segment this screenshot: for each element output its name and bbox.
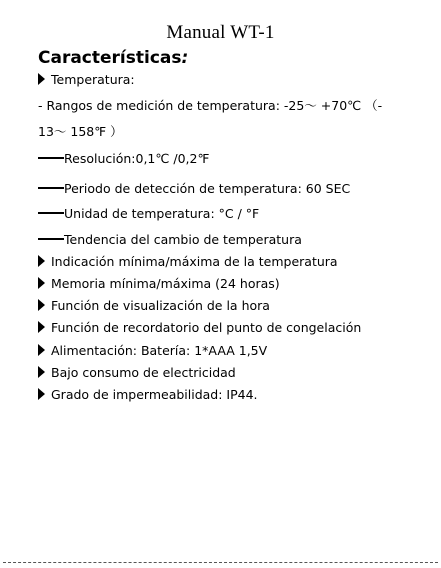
list-item-minmax-memory	[38, 275, 280, 293]
list-item-label: Grado de impermeabilidad: IP44.	[51, 387, 258, 402]
right-triangle-icon	[38, 73, 45, 85]
right-triangle-icon	[38, 255, 45, 267]
right-triangle-icon	[38, 277, 45, 289]
right-triangle-icon	[38, 344, 45, 356]
page-title: Manual WT-1	[166, 22, 275, 43]
page-bottom-rule	[3, 562, 438, 563]
sub-item-unit	[38, 205, 259, 223]
list-item-low-consumption	[38, 364, 236, 382]
temperature-range-line-1: - Rangos de medición de temperatura: -25～ +70℃ （-	[38, 98, 383, 113]
list-item-freeze-reminder	[38, 319, 361, 337]
list-item-label: Memoria mínima/máxima (24 horas)	[51, 276, 280, 291]
sub-item-detection-period	[38, 180, 350, 198]
list-item-minmax-indication	[38, 253, 338, 271]
right-triangle-icon	[38, 366, 45, 378]
em-dash-icon	[38, 157, 64, 159]
sub-item-label: Periodo de detección de temperatura: 60 SEC	[64, 181, 351, 196]
list-item-label: Indicación mínima/máxima de la temperatura	[51, 254, 338, 269]
em-dash-icon	[38, 187, 64, 189]
list-item-label: Alimentación: Batería: 1*AAA 1,5V	[51, 343, 268, 358]
list-item-time-display	[38, 297, 270, 315]
list-item-label: Función de recordatorio del punto de congelación	[51, 320, 362, 335]
list-item-label: Bajo consumo de electricidad	[51, 365, 236, 380]
list-item-waterproof	[38, 386, 258, 404]
list-item-label: Temperatura:	[51, 72, 135, 87]
sub-item-label: Resolución:0,1℃ /0,2℉	[64, 151, 210, 166]
right-triangle-icon	[38, 321, 45, 333]
sub-item-label: Unidad de temperatura: °C / °F	[64, 206, 260, 221]
list-item-power	[38, 342, 267, 360]
sub-item-resolution	[38, 150, 209, 168]
section-heading-colon: :	[181, 48, 189, 68]
sub-item-trend	[38, 231, 302, 249]
temperature-range-line-2: 13～ 158℉ ）	[38, 124, 123, 139]
section-heading	[38, 46, 188, 70]
right-triangle-icon	[38, 299, 45, 311]
list-item-temperature	[38, 71, 135, 89]
section-heading-text: Características	[38, 48, 182, 68]
em-dash-icon	[38, 238, 64, 240]
em-dash-icon	[38, 212, 64, 214]
right-triangle-icon	[38, 388, 45, 400]
list-item-label: Función de visualización de la hora	[51, 298, 270, 313]
sub-item-label: Tendencia del cambio de temperatura	[64, 232, 302, 247]
